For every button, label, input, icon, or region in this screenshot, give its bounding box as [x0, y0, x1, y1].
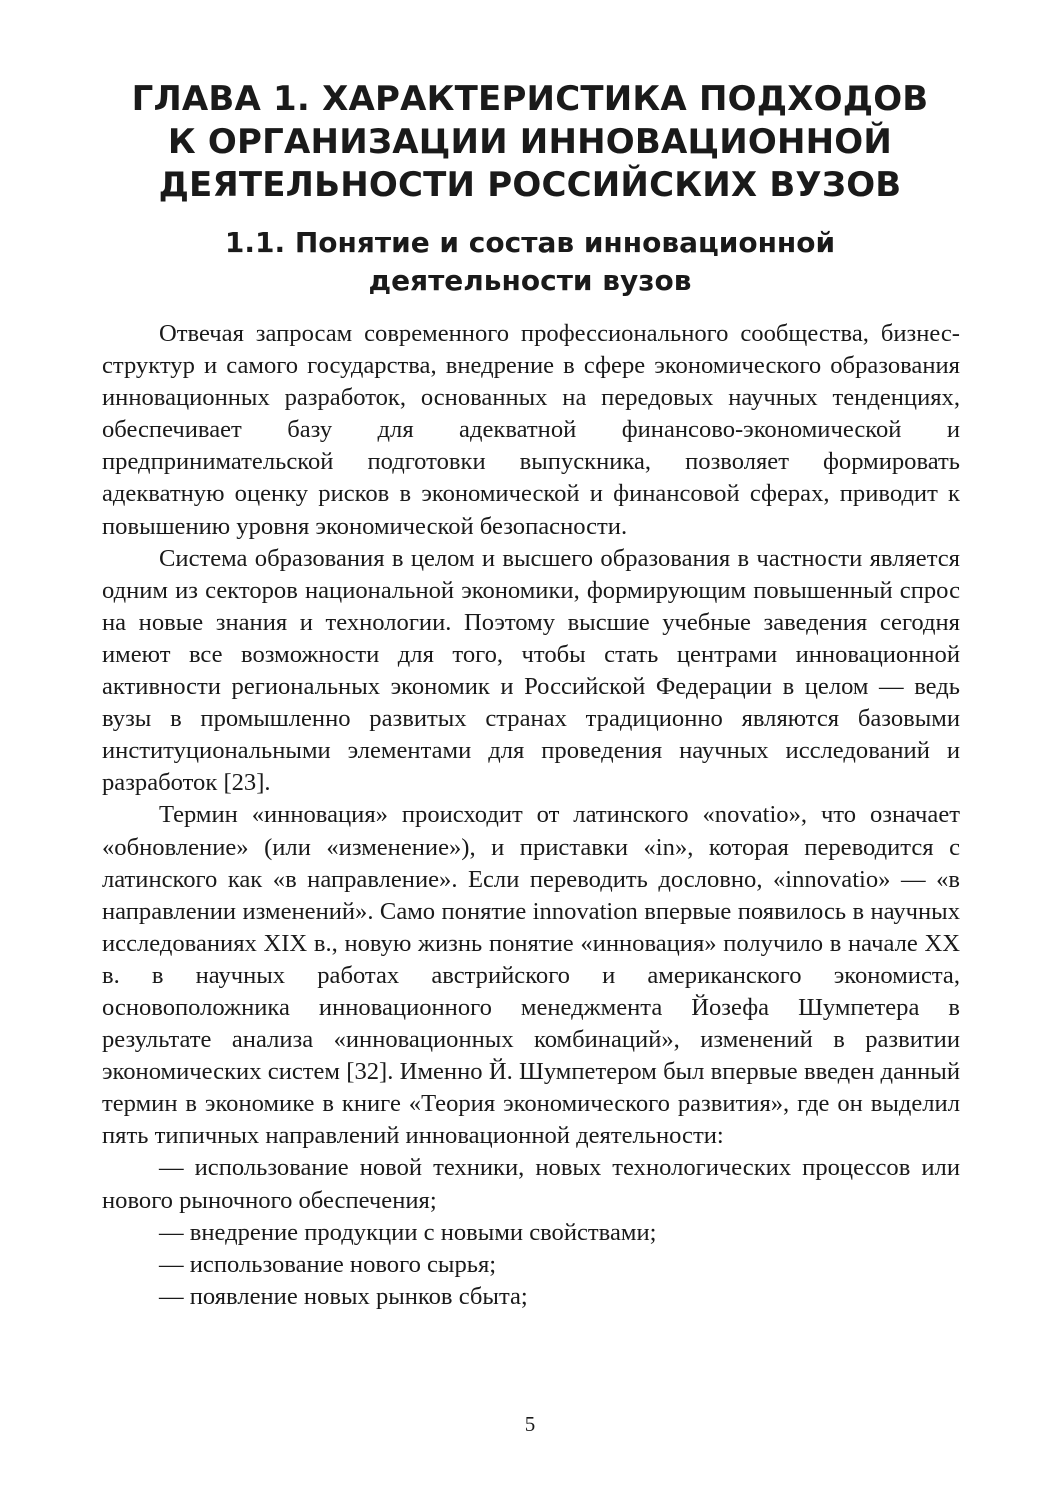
list-item: — использование новой техники, новых технологических процессов или нового рыночного обеспечения;: [102, 1154, 960, 1214]
paragraph: Отвечая запросам современного профессионального сообщества, бизнес-структур и самого государства, внедрение в сфере экономического образования инновационных разработок, основанных на передовых научных тенденциях, обеспечивает базу для адекватной финансово-экономической и предпринимательской подготовки выпускника, позволяет формировать адекватную оценку рисков в экономической и финансовой сферах, приводит к повышению уровня экономической безопасности.: [102, 320, 960, 540]
list-item: — использование нового сырья;: [159, 1250, 497, 1278]
list-item: — появление новых рынков сбыта;: [159, 1282, 528, 1310]
paragraph: Термин «инновация» происходит от латинского «novatio», что означает «обновление» (или «изменение»), и приставки «in», которая переводится с латинского как «в направление». Если переводить дословно, «innovatio» — «в направлении изменений». Само понятие innovation впервые появилось в научных исследованиях XIX в., новую жизнь понятие «инновация» получило в начале XX в. в научных работах австрийского и американского экономиста, основоположника инновационного менеджмента Йозефа Шумпетера в результате анализа «инновационных комбинаций», изменений в развитии экономических систем [32]. Именно Й. Шумпетером был впервые введен данный термин в экономике в книге «Теория экономического развития», где он выделил пять типичных направлений инновационной деятельности:: [102, 801, 960, 1150]
chapter-title-line: К ОРГАНИЗАЦИИ ИННОВАЦИОННОЙ: [167, 122, 893, 162]
list-item: — внедрение продукции с новыми свойствами;: [159, 1218, 657, 1246]
page-number: 5: [524, 1412, 536, 1436]
section-title-line: 1.1. Понятие и состав инновационной: [224, 226, 836, 259]
section-title-line: деятельности вузов: [368, 264, 692, 297]
chapter-title-line: ГЛАВА 1. ХАРАКТЕРИСТИКА ПОДХОДОВ: [131, 79, 929, 119]
paragraph: Система образования в целом и высшего образования в частности является одним из секторов национальной экономики, формирующим повышенный спрос на новые знания и технологии. Поэтому высшие учебные заведения сегодня имеют все возможности для того, чтобы стать центрами инновационной активности региональных экономик и Российской Федерации в целом — ведь вузы в промышленно развитых странах традиционно являются базовыми институциональными элементами для проведения научных исследований и разработок [23].: [102, 544, 960, 797]
chapter-title: [100, 78, 960, 207]
section-title: [130, 224, 930, 300]
chapter-title-line: ДЕЯТЕЛЬНОСТИ РОССИЙСКИХ ВУЗОВ: [158, 165, 902, 205]
body-text: [102, 318, 960, 1313]
